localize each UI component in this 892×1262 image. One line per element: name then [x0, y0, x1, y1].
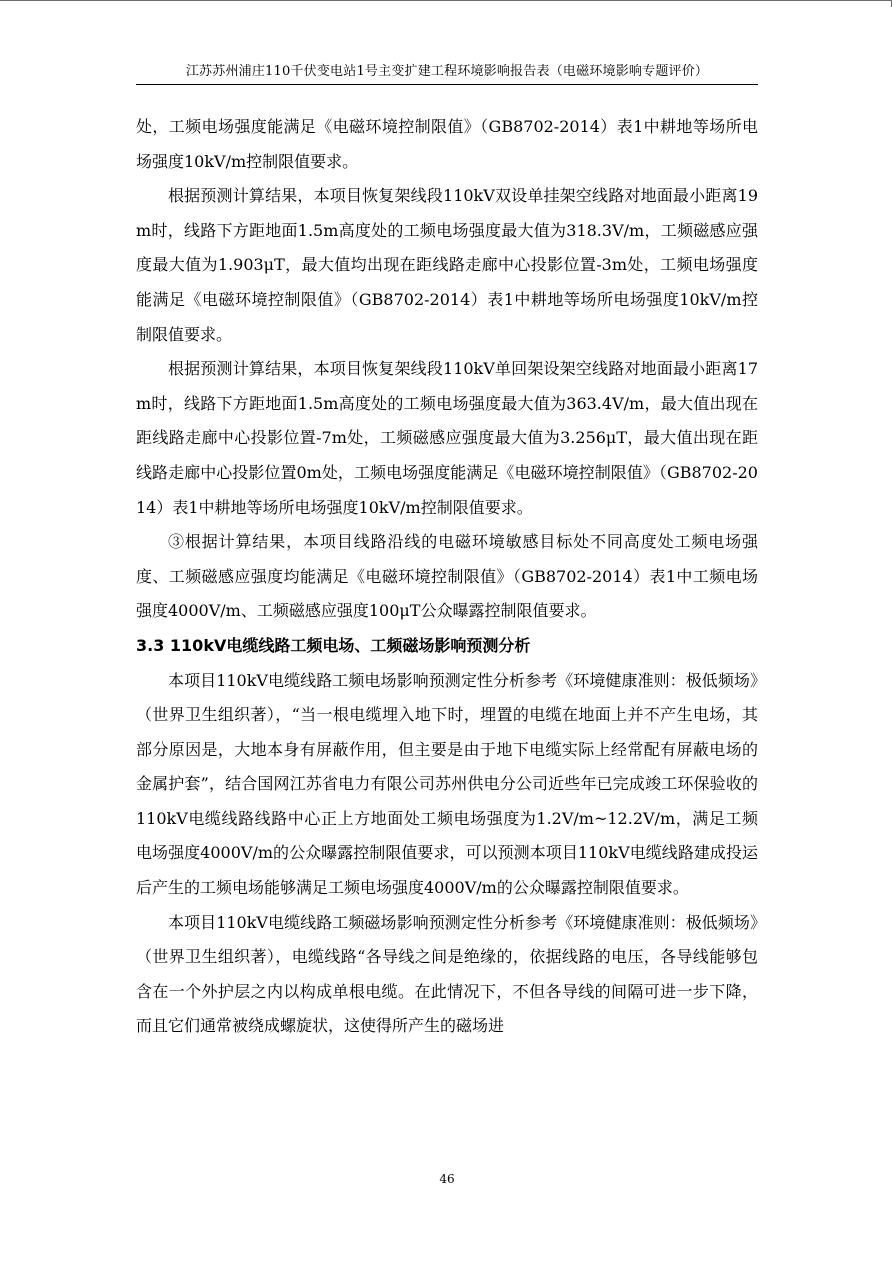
paragraph-cable-magnetic-field: 本项目110kV电缆线路工频磁场影响预测定性分析参考《环境健康准则：极低频场》（世界卫生组织著），电缆线路“各导线之间是绝缘的，依据线路的电压，各导线能够包含在一个外护层之内以构成单根电缆。在此情况下，不但各导线的间隔可进一步下降，而且它们通常被绕成螺旋状，这使得所产生的磁场进: [136, 912, 758, 1036]
paragraph-single-circuit-prediction: 根据预测计算结果，本项目恢复架线段110kV单回架设架空线路对地面最小距离17m时，线路下方距地面1.5m高度处的工频电场强度最大值为363.4V/m，最大值出现在距线路走廊中心投影位置-7m处，工频磁感应强度最大值为3.256μT，最大值出现在距线路走廊中心投影位置0m处，工频电场强度能满足《电磁环境控制限值》（GB8702-2014）表1中耕地等场所电场强度10kV/m控制限值要求。: [136, 359, 758, 517]
page-top-border: [0, 0, 892, 1]
document-body: [136, 110, 758, 1044]
paragraph-double-circuit-prediction: 根据预测计算结果，本项目恢复架线段110kV双设单挂架空线路对地面最小距离19m时，线路下方距地面1.5m高度处的工频电场强度最大值为318.3V/m，工频磁感应强度最大值为1.903μT，最大值均出现在距线路走廊中心投影位置-3m处，工频电场强度能满足《电磁环境控制限值》（GB8702-2014）表1中耕地等场所电场强度10kV/m控制限值要求。: [136, 186, 758, 344]
section-heading-3-3: 3.3 110kV电缆线路工频电场、工频磁场影响预测分析: [136, 635, 531, 655]
paragraph-sensitive-targets: ③根据计算结果，本项目线路沿线的电磁环境敏感目标处不同高度处工频电场强度、工频磁感应强度均能满足《电磁环境控制限值》（GB8702-2014）表1中工频电场强度4000V/m、工频磁感应强度100μT公众曝露控制限值要求。: [136, 532, 758, 621]
paragraph-cable-electric-field: 本项目110kV电缆线路工频电场影响预测定性分析参考《环境健康准则：极低频场》（世界卫生组织著），“当一根电缆埋入地下时，埋置的电缆在地面上并不产生电场，其部分原因是，大地本身有屏蔽作用，但主要是由于地下电缆实际上经常配有屏蔽电场的金属护套”，结合国网江苏省电力有限公司苏州供电分公司近些年已完成竣工环保验收的110kV电缆线路线路中心正上方地面处工频电场强度为1.2V/m~12.2V/m，满足工频电场强度4000V/m的公众曝露控制限值要求，可以预测本项目110kV电缆线路建成投运后产生的工频电场能够满足工频电场强度4000V/m的公众曝露控制限值要求。: [136, 670, 758, 898]
header-rule: [136, 84, 758, 85]
page-number: 46: [439, 1172, 455, 1186]
paragraph-continuation: 处，工频电场强度能满足《电磁环境控制限值》（GB8702-2014）表1中耕地等场所电场强度10kV/m控制限值要求。: [136, 117, 758, 171]
running-header: 江苏苏州浦庄110千伏变电站1号主变扩建工程环境影响报告表（电磁环境影响专题评价）: [185, 64, 709, 79]
